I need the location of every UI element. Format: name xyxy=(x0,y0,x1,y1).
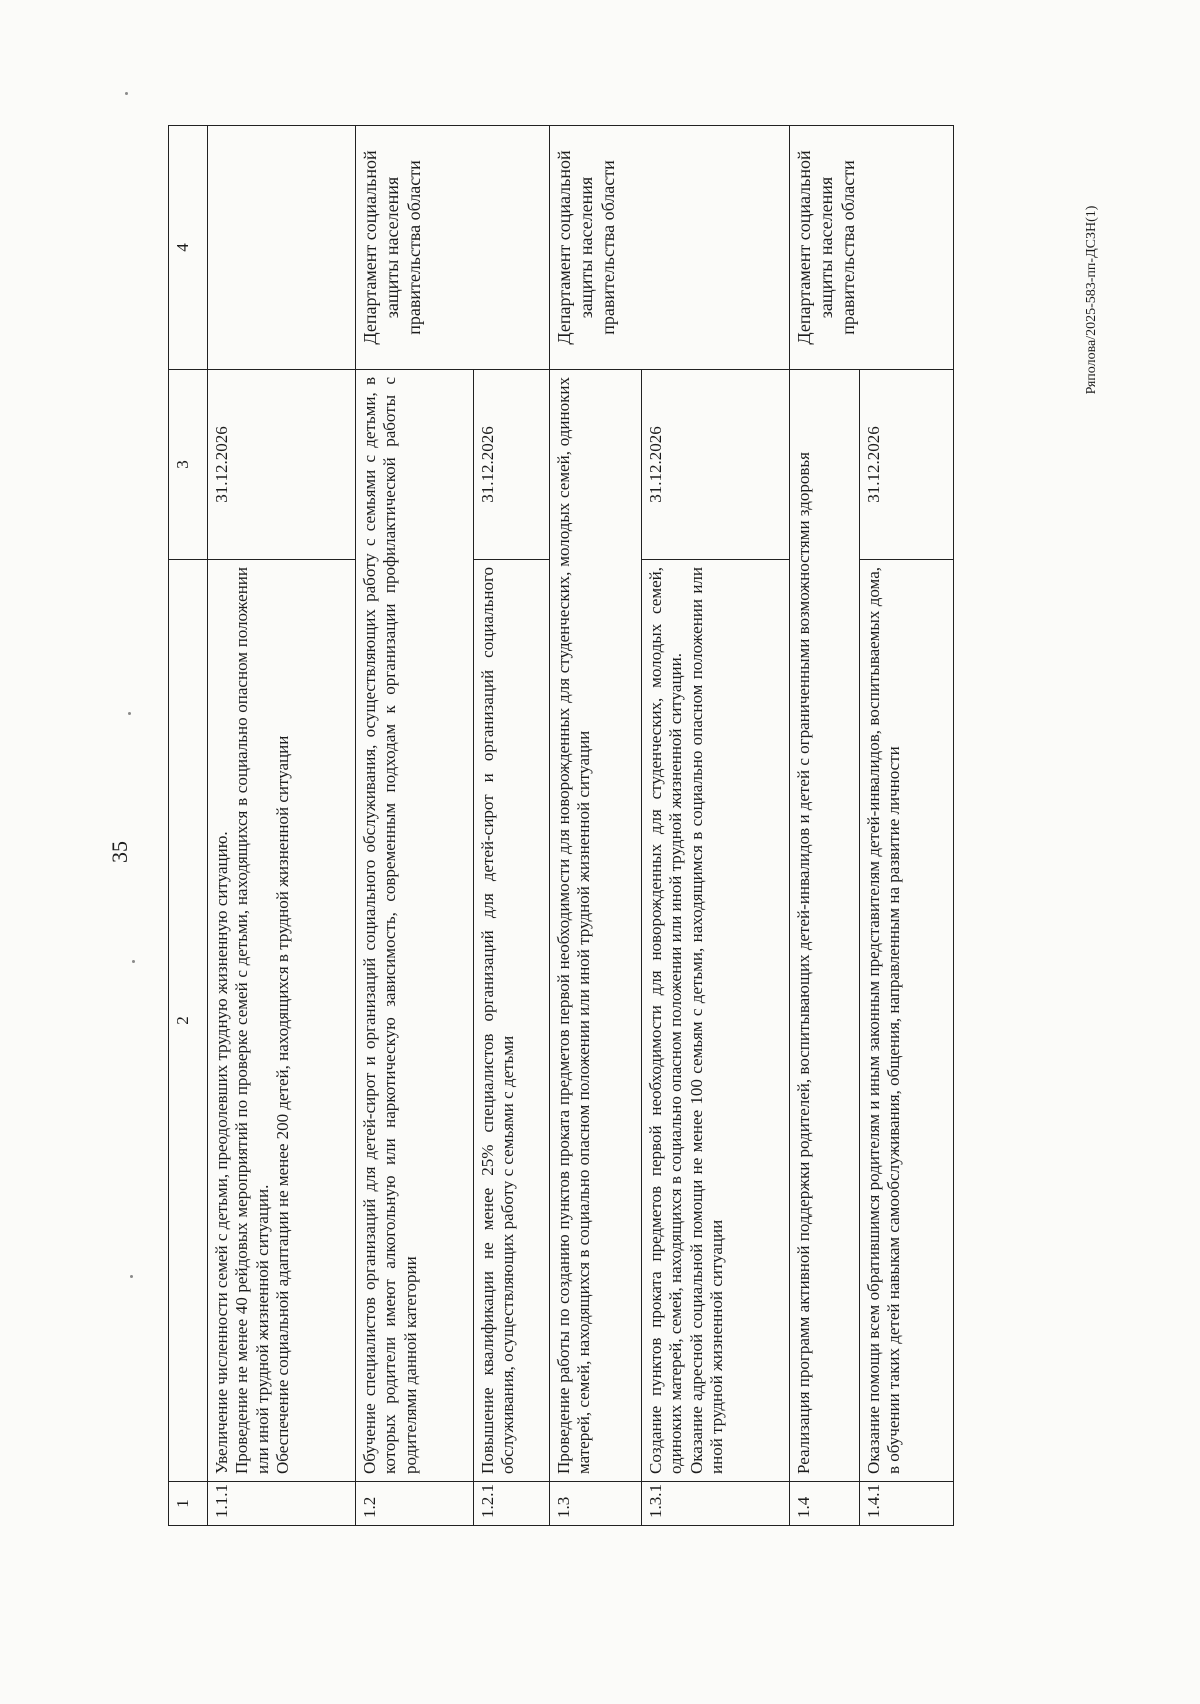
row-responsible: Департамент социальной защиты населения правительства области xyxy=(356,126,550,370)
row-text xyxy=(356,370,474,1482)
row-text-line: Создание пунктов проката предметов первой необходимости для новорожденных для студенческих, молодых семей, одиноких матерей, семей, находящихся в социально опасном положении или иной трудной жизненной ситуации. xyxy=(646,567,686,1474)
table-row xyxy=(356,126,474,1526)
row-date: 31.12.2026 xyxy=(474,370,550,560)
row-text-line: Проведение не менее 40 рейдовых мероприятий по проверке семей с детьми, находящихся в социально опасном положении или иной трудной жизненной ситуации. xyxy=(232,567,272,1474)
row-number: 1.2.1 xyxy=(474,1482,550,1526)
row-text-line: Оказание адресной социальной помощи не менее 100 семьям с детьми, находящимся в социально опасном положении или иной трудной жизненной ситуации xyxy=(686,567,727,1474)
row-text-line: Увеличение численности семей с детьми, преодолевших трудную жизненную ситуацию. xyxy=(212,831,231,1474)
rotated-page-content xyxy=(168,126,1200,1526)
page-number-text: 35 xyxy=(107,841,132,863)
row-text xyxy=(790,370,860,1482)
header-col-4: 4 xyxy=(169,126,208,370)
row-number: 1.2 xyxy=(356,1482,474,1526)
row-text xyxy=(208,560,356,1482)
table-row xyxy=(550,126,642,1526)
table-rotation-frame xyxy=(168,126,1200,1518)
row-date: 31.12.2026 xyxy=(642,370,790,560)
header-col-1: 1 xyxy=(169,1482,208,1526)
row-number: 1.3.1 xyxy=(642,1482,790,1526)
row-number: 1.4 xyxy=(790,1482,860,1526)
row-date: 31.12.2026 xyxy=(860,370,954,560)
table-row xyxy=(208,126,356,1526)
scan-speck xyxy=(125,92,128,95)
scan-speck xyxy=(128,712,131,715)
scan-speck xyxy=(130,1275,133,1278)
measures-table xyxy=(168,125,954,1526)
row-text xyxy=(474,560,550,1482)
table-header-row xyxy=(169,126,208,1526)
document-reference-text: Ряполова/2025-583-пп-ДСЗН(1) xyxy=(1084,205,1099,395)
row-responsible xyxy=(208,126,356,370)
row-text-line: Реализация программ активной поддержки родителей, воспитывающих детей-инвалидов и детей с ограниченными возможностями здоровья xyxy=(794,452,813,1474)
table-row xyxy=(790,126,860,1526)
row-text-line: Обучение специалистов организаций для детей-сирот и организаций социального обслуживания, осуществляющих работу с семьями с детьми, в которых родители имеют алкогольную или наркотическую зависимость, современным подходам к организации профилактической работы с родителями данной категории xyxy=(360,377,420,1474)
row-text-line: Повышение квалификации не менее 25% специалистов организаций для детей-сирот и организаций социального обслуживания, осуществляющих работу с семьями с детьми xyxy=(478,567,518,1474)
row-text-line: Проведение работы по созданию пунктов проката предметов первой необходимости для новорожденных для студенческих, молодых семей, одиноких матерей, семей, находящихся в социально опасном положении или иной трудной жизненной ситуации xyxy=(554,377,594,1474)
row-text xyxy=(550,370,642,1482)
row-number: 1.1.1 xyxy=(208,1482,356,1526)
row-text-line: Обеспечение социальной адаптации не менее 200 детей, находящихся в трудной жизненной ситуации xyxy=(273,735,293,1474)
row-responsible: Департамент социальной защиты населения правительства области xyxy=(550,126,790,370)
row-date: 31.12.2026 xyxy=(208,370,356,560)
row-responsible: Департамент социальной защиты населения правительства области xyxy=(790,126,954,370)
row-text-line: Оказание помощи всем обратившимся родителям и иным законным представителям детей-инвалидов, воспитываемых дома, в обучении таких детей навыкам самообслуживания, общения, направленным на развитие личности xyxy=(864,567,904,1474)
row-text xyxy=(860,560,954,1482)
header-col-2: 2 xyxy=(169,560,208,1482)
row-number: 1.3 xyxy=(550,1482,642,1526)
scan-speck xyxy=(132,960,135,963)
row-number: 1.4.1 xyxy=(860,1482,954,1526)
row-text xyxy=(642,560,790,1482)
header-col-3: 3 xyxy=(169,370,208,560)
